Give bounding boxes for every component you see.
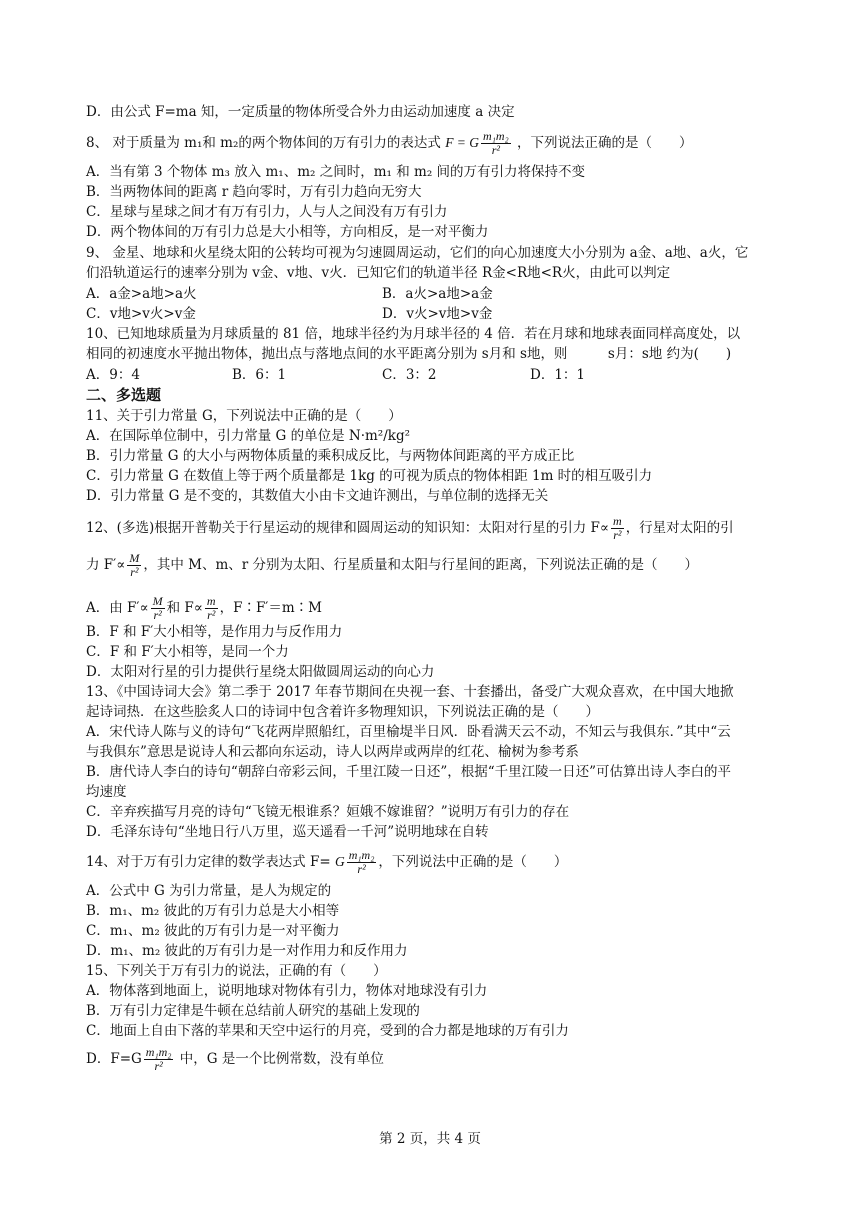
q13-option-b-line2: 均速度 <box>86 784 127 800</box>
q9-stem-line1: 9、 金星、地球和火星绕太阳的公转均可视为匀速圆周运动，它们的向心加速度大小分别为 a金、a地、a火，它 <box>86 245 749 261</box>
fraction-numerator: M <box>152 594 163 608</box>
fraction-denominator: r² <box>154 1059 163 1073</box>
q12-text: ，其中 M、m、r 分别为太阳、行星质量和太阳与行星间的距离，下列说法正确的是（ ） <box>143 557 699 573</box>
fraction <box>205 595 218 622</box>
q15d-text: 中，G 是一个比例常数，没有单位 <box>179 1051 384 1067</box>
q8-stem-end: ，下列说法正确的是（ ） <box>517 135 693 151</box>
q14-text: 14、对于万有引力定律的数学表达式 F= <box>86 854 331 870</box>
q14-option-b: B．m₁、m₂ 彼此的万有引力总是大小相等 <box>86 903 340 919</box>
q10-stem-line2: 相同的初速度水平抛出物体，抛出点与落地点间的水平距离分别为 s月和 s地，则 s月：s地 约为( ) <box>86 346 732 362</box>
fraction-denominator: r² <box>153 608 162 622</box>
q12-option-d: D．太阳对行星的引力提供行星绕太阳做圆周运动的向心力 <box>86 664 435 680</box>
q11-option-b: B．引力常量 G 的大小与两物体质量的乘积成反比，与两物体间距离的平方成正比 <box>86 448 575 464</box>
q13-option-d: D．毛泽东诗句“坐地日行八万里，巡天遥看一千河”说明地球在自转 <box>86 824 489 840</box>
fraction <box>347 849 377 876</box>
q15-option-d <box>86 1046 384 1073</box>
q12-option-b: B．F 和 F′大小相等，是作用力与反作用力 <box>86 624 343 640</box>
q11-option-d: D．引力常量 G 是不变的，其数值大小由卡文迪许测出，与单位制的选择无关 <box>86 488 549 504</box>
q12-text: 力 F′∝ <box>86 557 126 573</box>
gravitation-formula <box>445 129 513 157</box>
q8-option-d: D．两个物体间的万有引力总是大小相等，方向相反，是一对平衡力 <box>86 224 489 240</box>
q11-stem: 11、关于引力常量 G，下列说法中正确的是（ ） <box>86 408 402 424</box>
q13-option-a-line1: A．宋代诗人陈与义的诗句“飞花两岸照船红，百里榆堤半日风．卧看满天云不动，不知云与我俱东．”其中“云 <box>86 724 731 740</box>
q15d-text: D．F=G <box>86 1051 142 1067</box>
q10-stem-line1: 10、已知地球质量为月球质量的 81 倍，地球半径约为月球半径的 4 倍．若在月球和地球表面同样高度处，以 <box>86 326 741 342</box>
fraction-numerator: m₁m₂ <box>145 1045 172 1059</box>
q12a-text: ，F∶F′＝m∶M <box>219 600 323 616</box>
q15-option-a: A．物体落到地面上，说明地球对物体有引力，物体对地球没有引力 <box>86 983 488 999</box>
fraction-numerator: m <box>206 594 216 608</box>
fraction-denominator: r² <box>491 143 501 157</box>
q9-option-b: B．a火>a地>a金 <box>382 286 493 302</box>
fraction-denominator: r² <box>130 565 139 579</box>
q14-option-d: D．m₁、m₂ 彼此的万有引力是一对作用力和反作用力 <box>86 943 408 959</box>
q10-option-c: C．3：2 <box>382 367 437 383</box>
q9-stem-line2: 们沿轨道运行的速率分别为 v金、v地、v火．已知它们的轨道半径 R金<R地<R火，由此可以判定 <box>86 265 671 281</box>
q13-stem-line1: 13、《中国诗词大会》第二季于 2017 年春节期间在央视一套、十套播出，备受广大观众喜欢，在中国大地掀 <box>86 684 734 700</box>
q9-option-a: A．a金>a地>a火 <box>86 286 197 302</box>
fraction <box>151 595 165 622</box>
q10-option-b: B．6：1 <box>232 367 287 383</box>
q8-stem: 8、 对于质量为 m₁和 m₂的两个物体间的万有引力的表达式 <box>86 135 441 151</box>
formula-prefix: G <box>334 854 345 869</box>
fraction <box>481 130 511 157</box>
q11-option-c: C．引力常量 G 在数值上等于两个质量都是 1kg 的可视为质点的物体相距 1m 时的相互吸引力 <box>86 468 653 484</box>
fraction-denominator: r² <box>357 862 366 876</box>
page-footer: 第 2 页，共 4 页 <box>379 1131 481 1147</box>
q10-option-d: D．1：1 <box>530 367 586 383</box>
q11-option-a: A．在国际单位制中，引力常量 G 的单位是 N·m²/kg² <box>86 428 411 444</box>
fraction-denominator: r² <box>613 528 622 542</box>
fraction <box>144 1046 174 1073</box>
fraction-numerator: m <box>613 514 622 528</box>
q10-option-a: A．9：4 <box>86 367 140 383</box>
q12a-text: A．由 F′∝ <box>86 600 149 616</box>
q12-text: 12、(多选)根据开普勒关于行星运动的规律和圆周运动的知识知：太阳对行星的引力 F∝ <box>86 520 610 536</box>
q13-option-b-line1: B．唐代诗人李白的诗句“朝辞白帝彩云间，千里江陵一日还”，根据“千里江陵一日还”可估算出诗人李白的平 <box>86 764 732 780</box>
q15-stem: 15、下列关于万有引力的说法，正确的有（ ） <box>86 963 387 979</box>
q8-option-c: C．星球与星球之间才有万有引力，人与人之间没有万有引力 <box>86 204 448 220</box>
formula-prefix: F = G <box>445 135 480 150</box>
q14-option-c: C．m₁、m₂ 彼此的万有引力是一对平衡力 <box>86 923 340 939</box>
fraction-numerator: m₁m₂ <box>348 848 375 862</box>
fraction-numerator: m₁m₂ <box>483 129 509 143</box>
q12a-text: 和 F∝ <box>166 600 203 616</box>
q9-option-d: D．v火>v地>v金 <box>382 306 493 322</box>
fraction-numerator: M <box>129 551 140 565</box>
fraction-denominator: r² <box>207 608 216 622</box>
q14-text: ，下列说法中正确的是（ ） <box>378 854 568 870</box>
q7-option-d: D．由公式 F=ma 知，一定质量的物体所受合外力由运动加速度 a 决定 <box>86 104 515 120</box>
q13-stem-line2: 起诗词热．在这些脍炙人口的诗词中包含着许多物理知识，下列说法正确的是（ ） <box>86 704 599 720</box>
q8-option-a: A．当有第 3 个物体 m₃ 放入 m₁、m₂ 之间时，m₁ 和 m₂ 间的万有引力将保持不变 <box>86 164 586 180</box>
question-8 <box>86 130 693 157</box>
q15-option-b: B．万有引力定律是牛顿在总结前人研究的基础上发现的 <box>86 1003 420 1019</box>
q12-option-a <box>86 595 322 622</box>
q13-option-c: C．辛弃疾描写月亮的诗句“飞镜无根谁系？姮娥不嫁谁留？”说明万有引力的存在 <box>86 804 570 820</box>
q12-text: ，行星对太阳的引 <box>625 520 734 536</box>
q12-stem-line2 <box>86 552 698 579</box>
q12-option-c: C．F 和 F′大小相等，是同一个力 <box>86 644 289 660</box>
q13-option-a-line2: 与我俱东”意思是说诗人和云都向东运动，诗人以两岸或两岸的红花、榆树为参考系 <box>86 744 579 760</box>
q14-option-a: A．公式中 G 为引力常量，是人为规定的 <box>86 883 332 899</box>
section-heading: 二、多选题 <box>86 386 162 404</box>
q9-option-c: C．v地>v火>v金 <box>86 306 196 322</box>
q15-option-c: C．地面上自由下落的苹果和天空中运行的月亮，受到的合力都是地球的万有引力 <box>86 1023 569 1039</box>
question-14 <box>86 849 567 876</box>
fraction <box>127 552 141 579</box>
q12-stem-line1 <box>86 515 734 542</box>
q8-option-b: B．当两物体间的距离 r 趋向零时，万有引力趋向无穷大 <box>86 184 422 200</box>
fraction <box>611 515 624 542</box>
